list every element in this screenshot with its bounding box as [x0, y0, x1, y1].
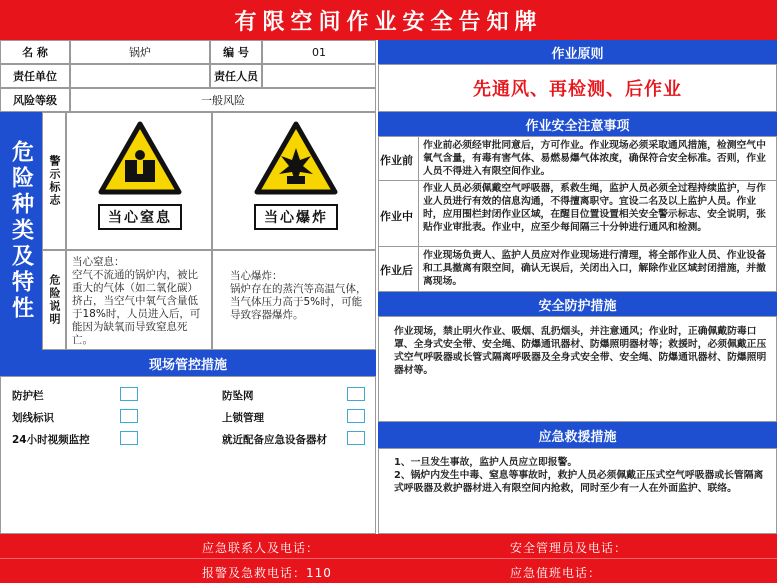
alarm-phone: 报警及急救电话：110	[202, 566, 332, 580]
risk-value: 一般风险	[70, 88, 376, 112]
rescue-title: 应急救援措施	[378, 422, 777, 448]
explosion-sign-label: 当心爆炸	[254, 204, 338, 230]
protection-title: 安全防护措施	[378, 292, 777, 316]
unit-value	[70, 64, 210, 88]
duty-phone: 应急值班电话：	[510, 566, 602, 580]
control-fall-net-checkbox[interactable]	[347, 387, 365, 401]
protection-text: 作业现场，禁止明火作业、吸烟、乱扔烟头，并注意通风；作业时，正确佩戴防毒口罩、全身式安全带、安全绳、防爆通讯器材、防爆照明器材等；救援时，必须佩戴正压式空气呼吸器或长管式隔离呼吸器及全身式安全带、安全绳、防爆通讯器材、防爆照明器材等。	[394, 326, 767, 376]
notes-row-divider-1	[378, 180, 777, 181]
safety-manager-contact: 安全管理员及电话：	[510, 541, 628, 555]
page-title: 有限空间作业安全告知牌	[0, 0, 777, 40]
control-lockout: 上锁管理	[222, 412, 264, 424]
control-guardrail-checkbox[interactable]	[120, 387, 138, 401]
suffocation-warning-icon	[97, 120, 183, 196]
control-marking-checkbox[interactable]	[120, 409, 138, 423]
control-emergency-equipment: 就近配备应急设备器材	[222, 434, 327, 446]
risk-label: 风险等级	[0, 88, 70, 112]
stage-during-text: 作业人员必须佩戴空气呼吸器，系救生绳，监护人员必须全过程持续监护，与作业人员进行有效的信息沟通，不得擅离职守。宜设二名及以上监护人员。作业时，应用围栏封闭作业区域，在醒目位置设置相关安全警示标志、安全说明，张贴作业审批表。作业中，应至少每间隔三十分钟进行通风和检测。	[423, 183, 766, 233]
stage-before-label: 作业前	[380, 154, 413, 167]
stage-before-text: 作业前必须经审批同意后，方可作业。作业现场必须采取通风措施，检测空气中氧气含量，有毒有害气体、易燃易爆气体浓度，确保符合安全标准。否则，作业人员不得进入有限空间作业。	[423, 140, 766, 177]
explosion-warning-icon	[253, 120, 339, 196]
notes-title: 作业安全注意事项	[378, 112, 777, 136]
person-value	[262, 64, 376, 88]
principle-box	[378, 64, 777, 112]
stage-during-label: 作业中	[380, 210, 413, 223]
person-label: 责任人员	[210, 64, 262, 88]
control-video-checkbox[interactable]	[120, 431, 138, 445]
explosion-description: 当心爆炸： 锅炉存在的蒸汽等高温气体，当气体压力高于5%时，可能导致容器爆炸。	[230, 270, 367, 321]
emergency-contact: 应急联系人及电话：	[202, 541, 320, 555]
explosion-sign	[236, 120, 356, 230]
rescue-text: 1、一旦发生事故，监护人员应立即报警。 2、锅炉内发生中毒、窒息等事故时，救护人员必须佩戴正压式空气呼吸器或长管隔离式呼吸器及救护器材进入有限空间内抢救，同时至少有一人在外面监护、联络。	[394, 457, 764, 494]
control-video: 24小时视频监控	[12, 434, 90, 446]
suffocation-sign-label: 当心窒息	[98, 204, 182, 230]
notes-divider	[418, 136, 419, 292]
name-label: 名 称	[0, 40, 70, 64]
control-emergency-equipment-checkbox[interactable]	[347, 431, 365, 445]
suffocation-description: 当心窒息： 空气不流通的锅炉内，被比重大的气体（如二氧化碳）挤占，当空气中氧气含量低于18%时，人员进入后，可能因为缺氧而导致窒息死亡。	[72, 256, 201, 346]
principle-text: 先通风、再检测、后作业	[473, 79, 682, 100]
hazard-side-title: 危险种类及特性	[0, 112, 42, 350]
number-label: 编 号	[210, 40, 262, 64]
controls-box	[0, 376, 376, 534]
suffocation-sign	[80, 120, 200, 230]
footer-divider	[0, 558, 777, 559]
number-value: 01	[262, 40, 376, 64]
name-value: 锅炉	[70, 40, 210, 64]
hazard-desc-label: 危险说明	[42, 250, 66, 350]
notes-row-divider-2	[378, 246, 777, 247]
principle-title: 作业原则	[378, 40, 777, 64]
unit-label: 责任单位	[0, 64, 70, 88]
stage-after-text: 作业现场负责人、监护人员应对作业现场进行清理，将全部作业人员、作业设备和工具撤离有限空间，确认无误后，关闭出入口，解除作业区域封闭措施，并撤离现场。	[423, 250, 766, 287]
control-lockout-checkbox[interactable]	[347, 409, 365, 423]
control-marking: 划线标识	[12, 412, 54, 424]
controls-title: 现场管控措施	[0, 350, 376, 376]
stage-after-label: 作业后	[380, 264, 413, 277]
control-guardrail: 防护栏	[12, 390, 44, 402]
control-fall-net: 防坠网	[222, 390, 254, 402]
warning-sign-label: 警示标志	[42, 112, 66, 250]
